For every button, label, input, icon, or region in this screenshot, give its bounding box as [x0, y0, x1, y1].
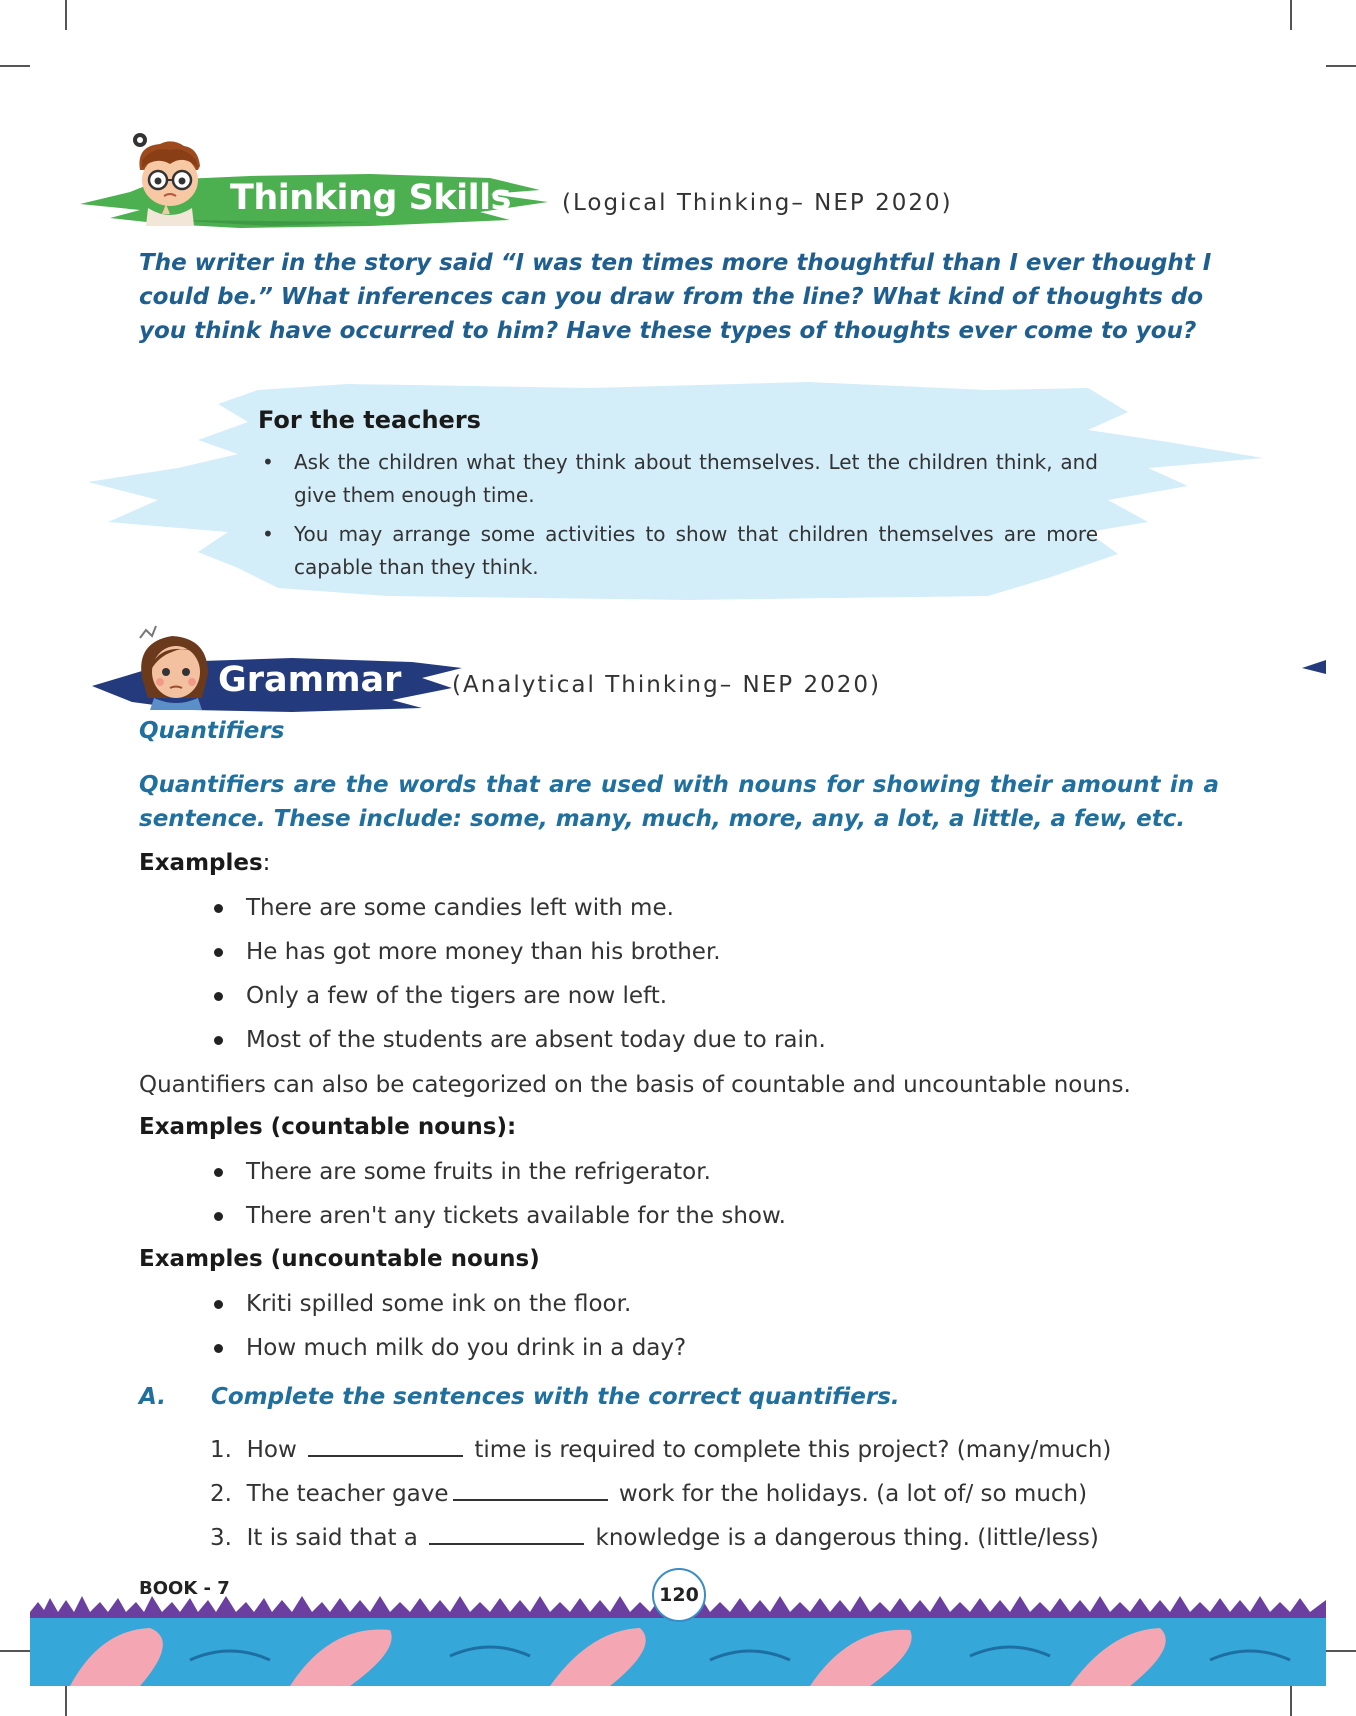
- countable-list: [210, 1150, 786, 1238]
- question-after: time is required to complete this project? (many/much): [474, 1437, 1112, 1463]
- examples-colon: :: [262, 850, 271, 876]
- exercise-questions: [210, 1428, 1111, 1560]
- list-item: He has got more money than his brother.: [210, 930, 826, 974]
- thinking-skills-subtitle: (Logical Thinking– NEP 2020): [562, 190, 953, 216]
- crop-mark: [65, 1686, 67, 1716]
- exercise-instruction: Complete the sentences with the correct quantifiers.: [211, 1384, 900, 1410]
- topic-heading: Quantifiers: [139, 718, 285, 744]
- list-item: There are some candies left with me.: [210, 886, 826, 930]
- answer-blank[interactable]: [429, 1519, 584, 1545]
- thinking-question: The writer in the story said “I was ten times more thoughtful than I ever thought I could be.” What inferences can you draw from the line? What kind of thoughts do you think have occurred to him? Have these types of thoughts ever come to you?: [139, 250, 1212, 344]
- list-item: There aren't any tickets available for the show.: [210, 1194, 786, 1238]
- uncountable-list: [210, 1282, 686, 1370]
- side-pointer-icon: [1302, 660, 1326, 674]
- question-item: [210, 1516, 1111, 1560]
- question-number: 2.: [210, 1481, 232, 1507]
- quantifier-note: Quantifiers can also be categorized on the basis of countable and uncountable nouns.: [139, 1072, 1131, 1098]
- list-item: Most of the students are absent today due to rain.: [210, 1018, 826, 1062]
- question-before: The teacher gave: [246, 1481, 449, 1507]
- page-number: 120: [652, 1568, 706, 1622]
- grammar-title: Grammar: [218, 660, 402, 700]
- question-item: [210, 1428, 1111, 1472]
- crop-mark: [65, 0, 67, 30]
- crop-mark: [1290, 0, 1292, 30]
- crop-mark: [0, 1650, 30, 1652]
- book-label: BOOK - 7: [139, 1578, 230, 1599]
- list-item: Only a few of the tigers are now left.: [210, 974, 826, 1018]
- boy-mascot-icon: [126, 130, 216, 226]
- crop-mark: [1290, 1686, 1292, 1716]
- answer-blank[interactable]: [308, 1431, 463, 1457]
- question-item: [210, 1472, 1111, 1516]
- examples-list: [210, 886, 826, 1062]
- crop-mark: [0, 65, 30, 67]
- crop-mark: [1326, 65, 1356, 67]
- question-number: 3.: [210, 1525, 232, 1551]
- list-item: There are some fruits in the refrigerator.: [210, 1150, 786, 1194]
- question-before: How: [246, 1437, 297, 1463]
- crop-mark: [1326, 1650, 1356, 1652]
- list-item: • Ask the children what they think about themselves. Let the children think, and give them enough time.: [262, 446, 1098, 512]
- question-after: work for the holidays. (a lot of/ so much): [618, 1481, 1088, 1507]
- thinking-skills-title: Thinking Skills: [230, 178, 511, 218]
- definition-text: Quantifiers are the words that are used with nouns for showing their amount in a sentence. These include: some, many, much, more, any, a lot, a little, a few, etc.: [139, 772, 1219, 832]
- countable-label: Examples (countable nouns):: [139, 1114, 517, 1140]
- list-item: Kriti spilled some ink on the floor.: [210, 1282, 686, 1326]
- girl-mascot-icon: [132, 618, 218, 710]
- question-before: It is said that a: [246, 1525, 418, 1551]
- question-number: 1.: [210, 1437, 232, 1463]
- grammar-subtitle: (Analytical Thinking– NEP 2020): [452, 672, 881, 698]
- list-item: How much milk do you drink in a day?: [210, 1326, 686, 1370]
- examples-label-text: Examples: [139, 850, 263, 876]
- teachers-title: For the teachers: [258, 406, 481, 434]
- answer-blank[interactable]: [453, 1475, 608, 1501]
- uncountable-label: Examples (uncountable nouns): [139, 1246, 540, 1272]
- teachers-points-list: [262, 446, 1098, 590]
- examples-label: [139, 850, 270, 876]
- exercise-letter: A.: [139, 1384, 166, 1410]
- question-after: knowledge is a dangerous thing. (little/less): [595, 1525, 1099, 1551]
- list-item: • You may arrange some activities to show that children themselves are more capable than they think.: [262, 518, 1098, 584]
